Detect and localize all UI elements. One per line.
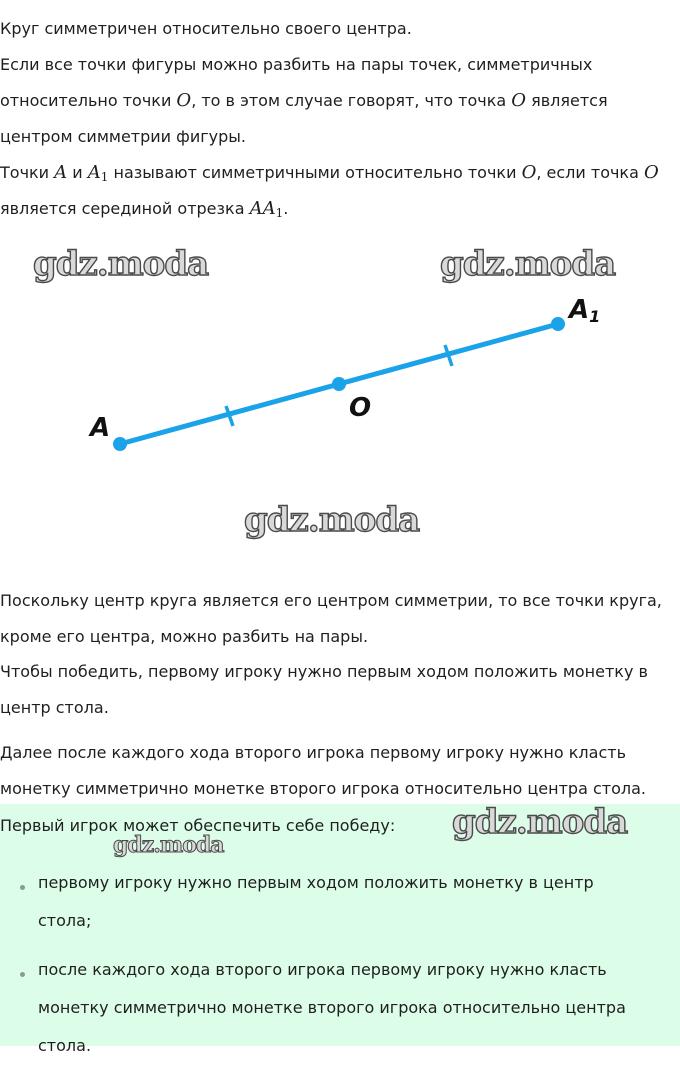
symbol-o: O [176, 90, 192, 111]
symbol-a: A [54, 162, 68, 183]
answer-box: Первый игрок может обеспечить себе победу: gdz.moda gdz.moda первому игроку нужно первым ходом положить монетку в центр стола; после каждого хода второго игрока первому игроку нужно класть монетку симметрично монетке второго игрока относительно центра стола. [0, 804, 680, 1046]
label-o: O [349, 393, 372, 423]
point-o [332, 377, 346, 391]
symbol-o: O [521, 162, 537, 183]
symbol-a1: $A_1$ [87, 162, 109, 184]
bullet-icon [20, 885, 25, 890]
body-p3-line-1: Далее после каждого хода второго игрока первому игроку нужно класть [0, 743, 626, 762]
intro-line-2: Если все точки фигуры можно разбить на пары точек, симметричных [0, 55, 593, 74]
intro-line-6: является серединой отрезка $AA_1$. [0, 198, 289, 220]
body-p1-line-2: кроме его центра, можно разбить на пары. [0, 627, 369, 646]
label-a1: A1 [569, 295, 601, 326]
body-p2-line-1: Чтобы победить, первому игроку нужно первым ходом положить монетку в [0, 662, 648, 681]
symbol-aa1: $AA_1$ [249, 198, 284, 220]
watermark-logo: gdz.moda [113, 832, 224, 858]
intro-line-5: Точки A и $A_1$ называют симметричными относительно точки O, если точка O [0, 162, 659, 184]
symbol-o: O [643, 162, 659, 183]
watermark-logo: gdz.moda [33, 244, 209, 284]
label-a: A [90, 413, 111, 443]
intro-line-3: относительно точки O, то в этом случае говорят, что точка O является [0, 90, 608, 111]
body-p3-line-2: монетку симметрично монетке второго игрока относительно центра стола. [0, 779, 646, 798]
bullet-icon [20, 972, 25, 977]
symbol-o: O [511, 90, 527, 111]
point-a [113, 437, 127, 451]
intro-line-4: центром симметрии фигуры. [0, 127, 246, 146]
answer-heading: Первый игрок может обеспечить себе победу: [0, 816, 396, 835]
body-p1-line-1: Поскольку центр круга является его центром симметрии, то все точки круга, [0, 591, 662, 610]
body-p2-line-2: центр стола. [0, 698, 109, 717]
watermark-logo: gdz.moda [244, 500, 420, 540]
watermark-logo: gdz.moda [452, 802, 628, 842]
point-a1 [551, 317, 565, 331]
intro-line-1: Круг симметричен относительно своего центра. [0, 19, 412, 38]
watermark-logo: gdz.moda [440, 244, 616, 284]
symmetry-diagram [0, 230, 680, 490]
